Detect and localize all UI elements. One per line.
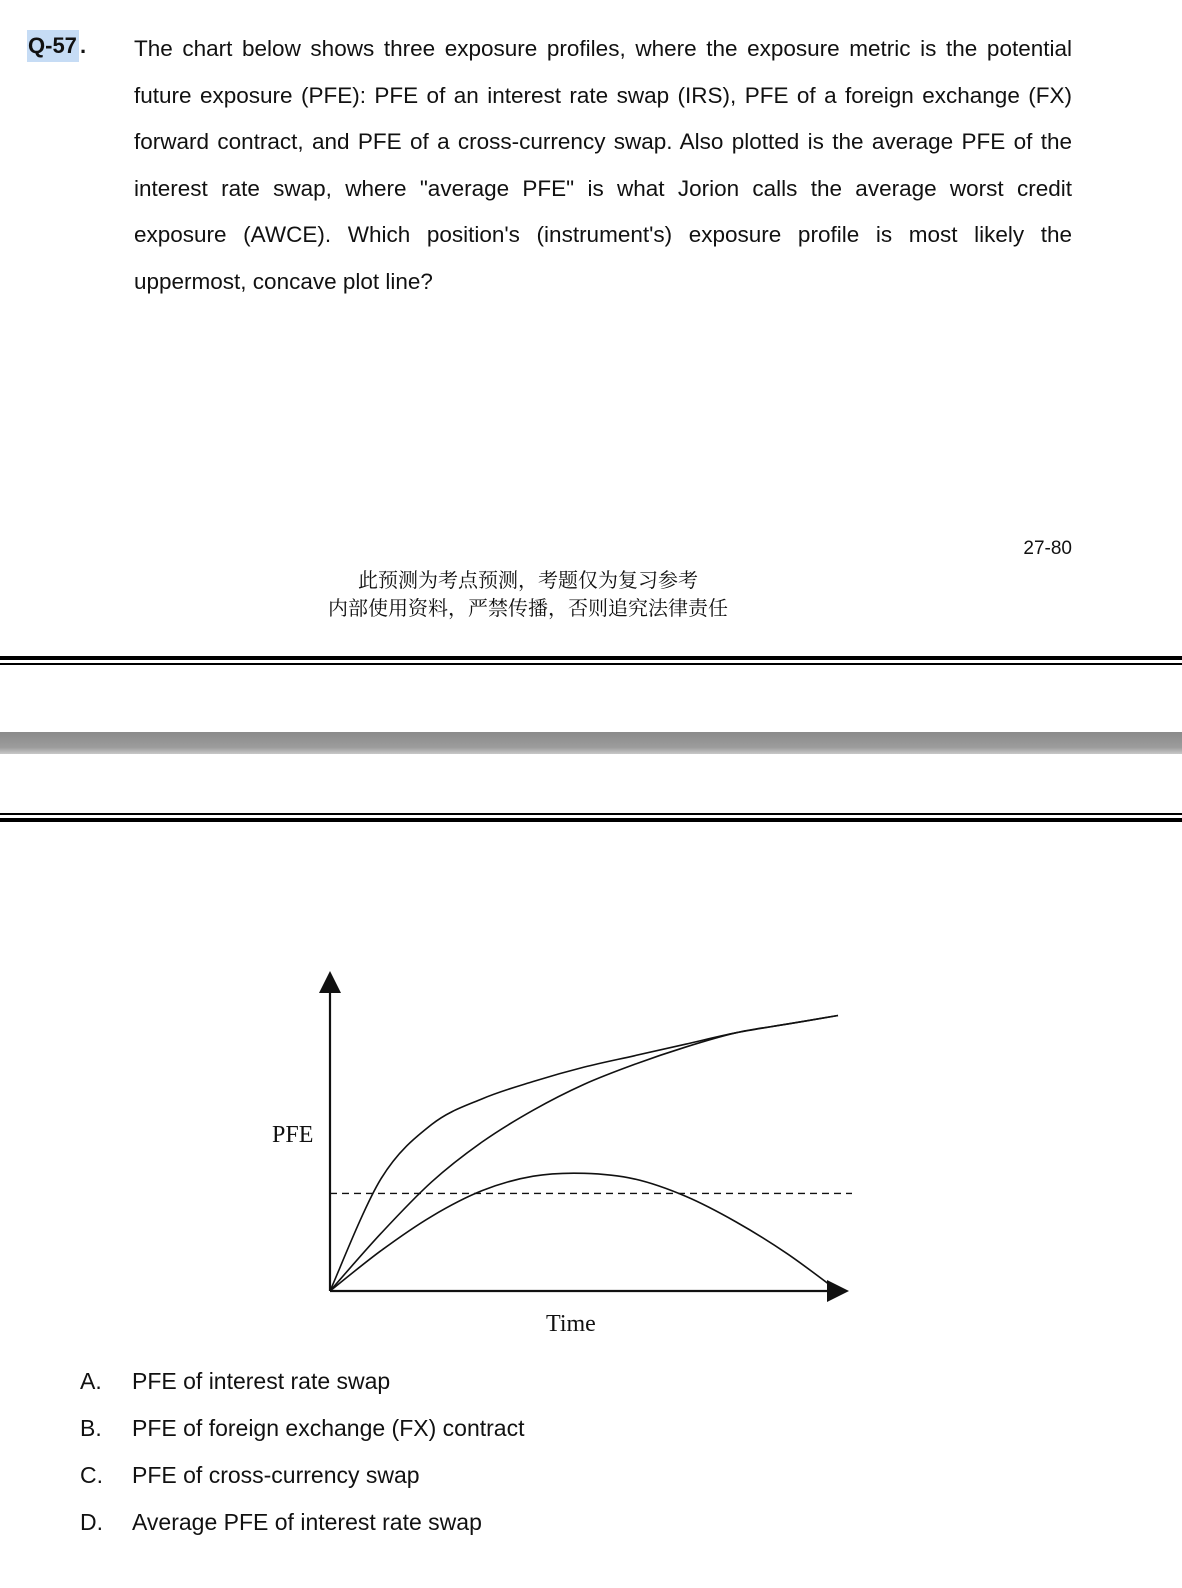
question-text: The chart below shows three exposure profiles, where the exposure metric is the potential future exposure (PFE): PFE of an interest rate swap (IRS), PFE of a foreign exchange (FX) forward contract, and PFE of a cross-currency swap. Also plotted is the average PFE of the interest rate swap, where "average PFE" is what Jorion calls the average worst credit exposure (AWCE). Which position's (instrument's) exposure profile is most likely the uppermost, concave plot line? xyxy=(134,36,1072,294)
watermark-line-2: 内部使用资料，严禁传播，否则追究法律责任 xyxy=(328,596,728,620)
option-text: PFE of cross-currency swap xyxy=(132,1462,420,1488)
option-letter: A. xyxy=(80,1368,102,1394)
option-letter: D. xyxy=(80,1509,103,1535)
x-axis-label: Time xyxy=(546,1311,596,1337)
option-letter: C. xyxy=(80,1462,103,1488)
option-b[interactable] xyxy=(80,1413,524,1460)
option-text: PFE of interest rate swap xyxy=(132,1368,391,1394)
y-axis-label: PFE xyxy=(272,1122,314,1148)
chart-series-line-2 xyxy=(330,1015,838,1291)
option-letter: B. xyxy=(80,1415,102,1441)
option-text: Average PFE of interest rate swap xyxy=(132,1509,482,1535)
option-a[interactable] xyxy=(80,1366,524,1413)
option-text: PFE of foreign exchange (FX) contract xyxy=(132,1415,525,1441)
page-number: 27-80 xyxy=(1023,538,1072,559)
option-c[interactable] xyxy=(80,1460,524,1507)
question-number: Q-57 xyxy=(27,30,79,62)
answer-options xyxy=(80,1366,524,1554)
chart-series-line-1 xyxy=(330,1015,838,1291)
option-d[interactable] xyxy=(80,1507,524,1554)
chart-series-line-3 xyxy=(330,1173,838,1291)
watermark-line-1: 此预测为考点预测，考题仅为复习参考 xyxy=(358,568,698,592)
question-number-dot: . xyxy=(80,33,87,58)
